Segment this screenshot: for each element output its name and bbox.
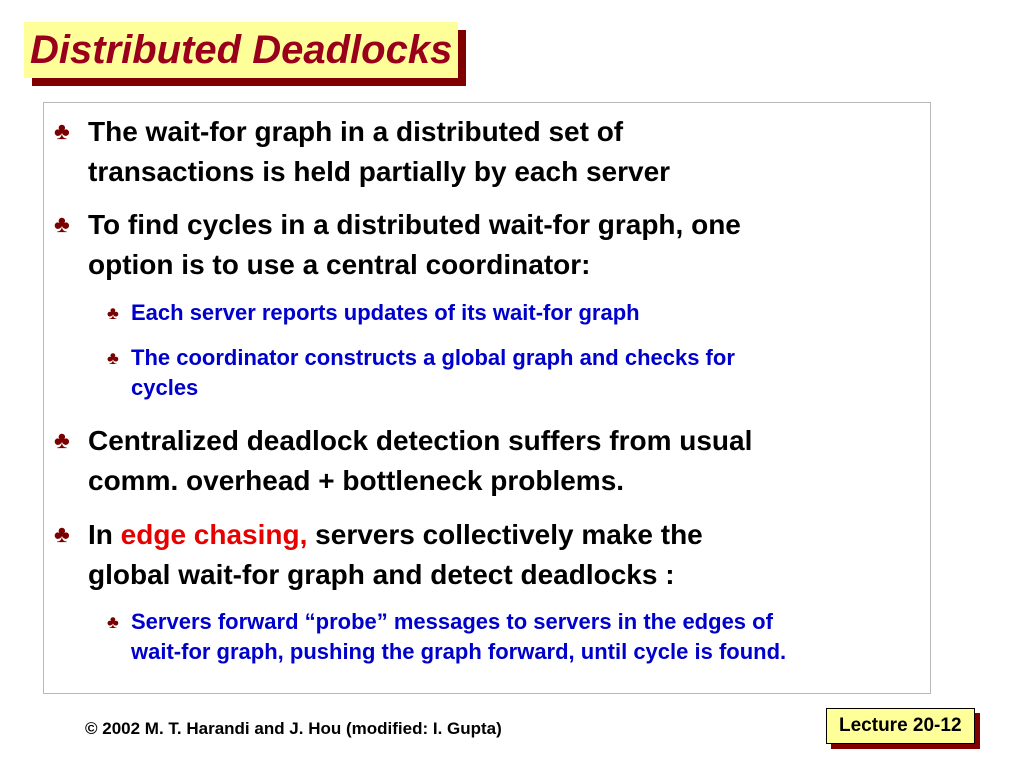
sub-bullet-2-1-text: Each server reports updates of its wait-for graph (131, 300, 640, 325)
club-bullet-icon: ♣ (54, 211, 70, 238)
copyright-footer: © 2002 M. T. Harandi and J. Hou (modified: I. Gupta) (85, 719, 502, 738)
bullet-4-line-1-rest: servers collectively make the (307, 519, 703, 550)
edge-chasing-highlight: edge chasing, (120, 519, 308, 550)
sub-bullet-2-2 (107, 343, 931, 403)
club-bullet-icon: ♣ (107, 303, 119, 323)
bullet-3-line-1: Centralized deadlock detection suffers from usual (88, 425, 753, 456)
bullet-1 (54, 112, 928, 192)
bullet-3 (54, 421, 928, 501)
slide-title: Distributed Deadlocks (30, 28, 453, 72)
club-bullet-icon: ♣ (107, 612, 119, 632)
sub-bullet-2-2-line-1: The coordinator constructs a global graph and checks for (131, 345, 735, 370)
club-bullet-icon: ♣ (54, 427, 70, 454)
bullet-1-line-1: The wait-for graph in a distributed set of (88, 116, 624, 147)
sub-bullet-4-1 (107, 607, 931, 667)
bullet-4-line-2: global wait-for graph and detect deadlocks : (88, 559, 675, 590)
sub-bullet-2-2-line-2: cycles (131, 375, 199, 400)
club-bullet-icon: ♣ (54, 118, 70, 145)
title-box (24, 22, 458, 78)
bullet-3-line-2: comm. overhead + bottleneck problems. (88, 465, 625, 496)
club-bullet-icon: ♣ (107, 348, 119, 368)
bullet-2-line-2: option is to use a central coordinator: (88, 249, 591, 280)
bullet-2 (54, 205, 928, 285)
lecture-number-box (826, 708, 975, 744)
club-bullet-icon: ♣ (54, 521, 70, 548)
bullet-1-line-2: transactions is held partially by each server (88, 156, 671, 187)
bullet-2-line-1: To find cycles in a distributed wait-for graph, one (88, 209, 741, 240)
sub-bullet-2-1 (107, 298, 931, 328)
sub-bullet-4-1-line-2: wait-for graph, pushing the graph forward, until cycle is found. (131, 639, 787, 664)
bullet-4-prefix: In (88, 519, 121, 550)
sub-bullet-4-1-line-1: Servers forward “probe” messages to servers in the edges of (131, 609, 773, 634)
lecture-number: Lecture 20-12 (839, 715, 962, 736)
bullet-4 (54, 515, 928, 595)
